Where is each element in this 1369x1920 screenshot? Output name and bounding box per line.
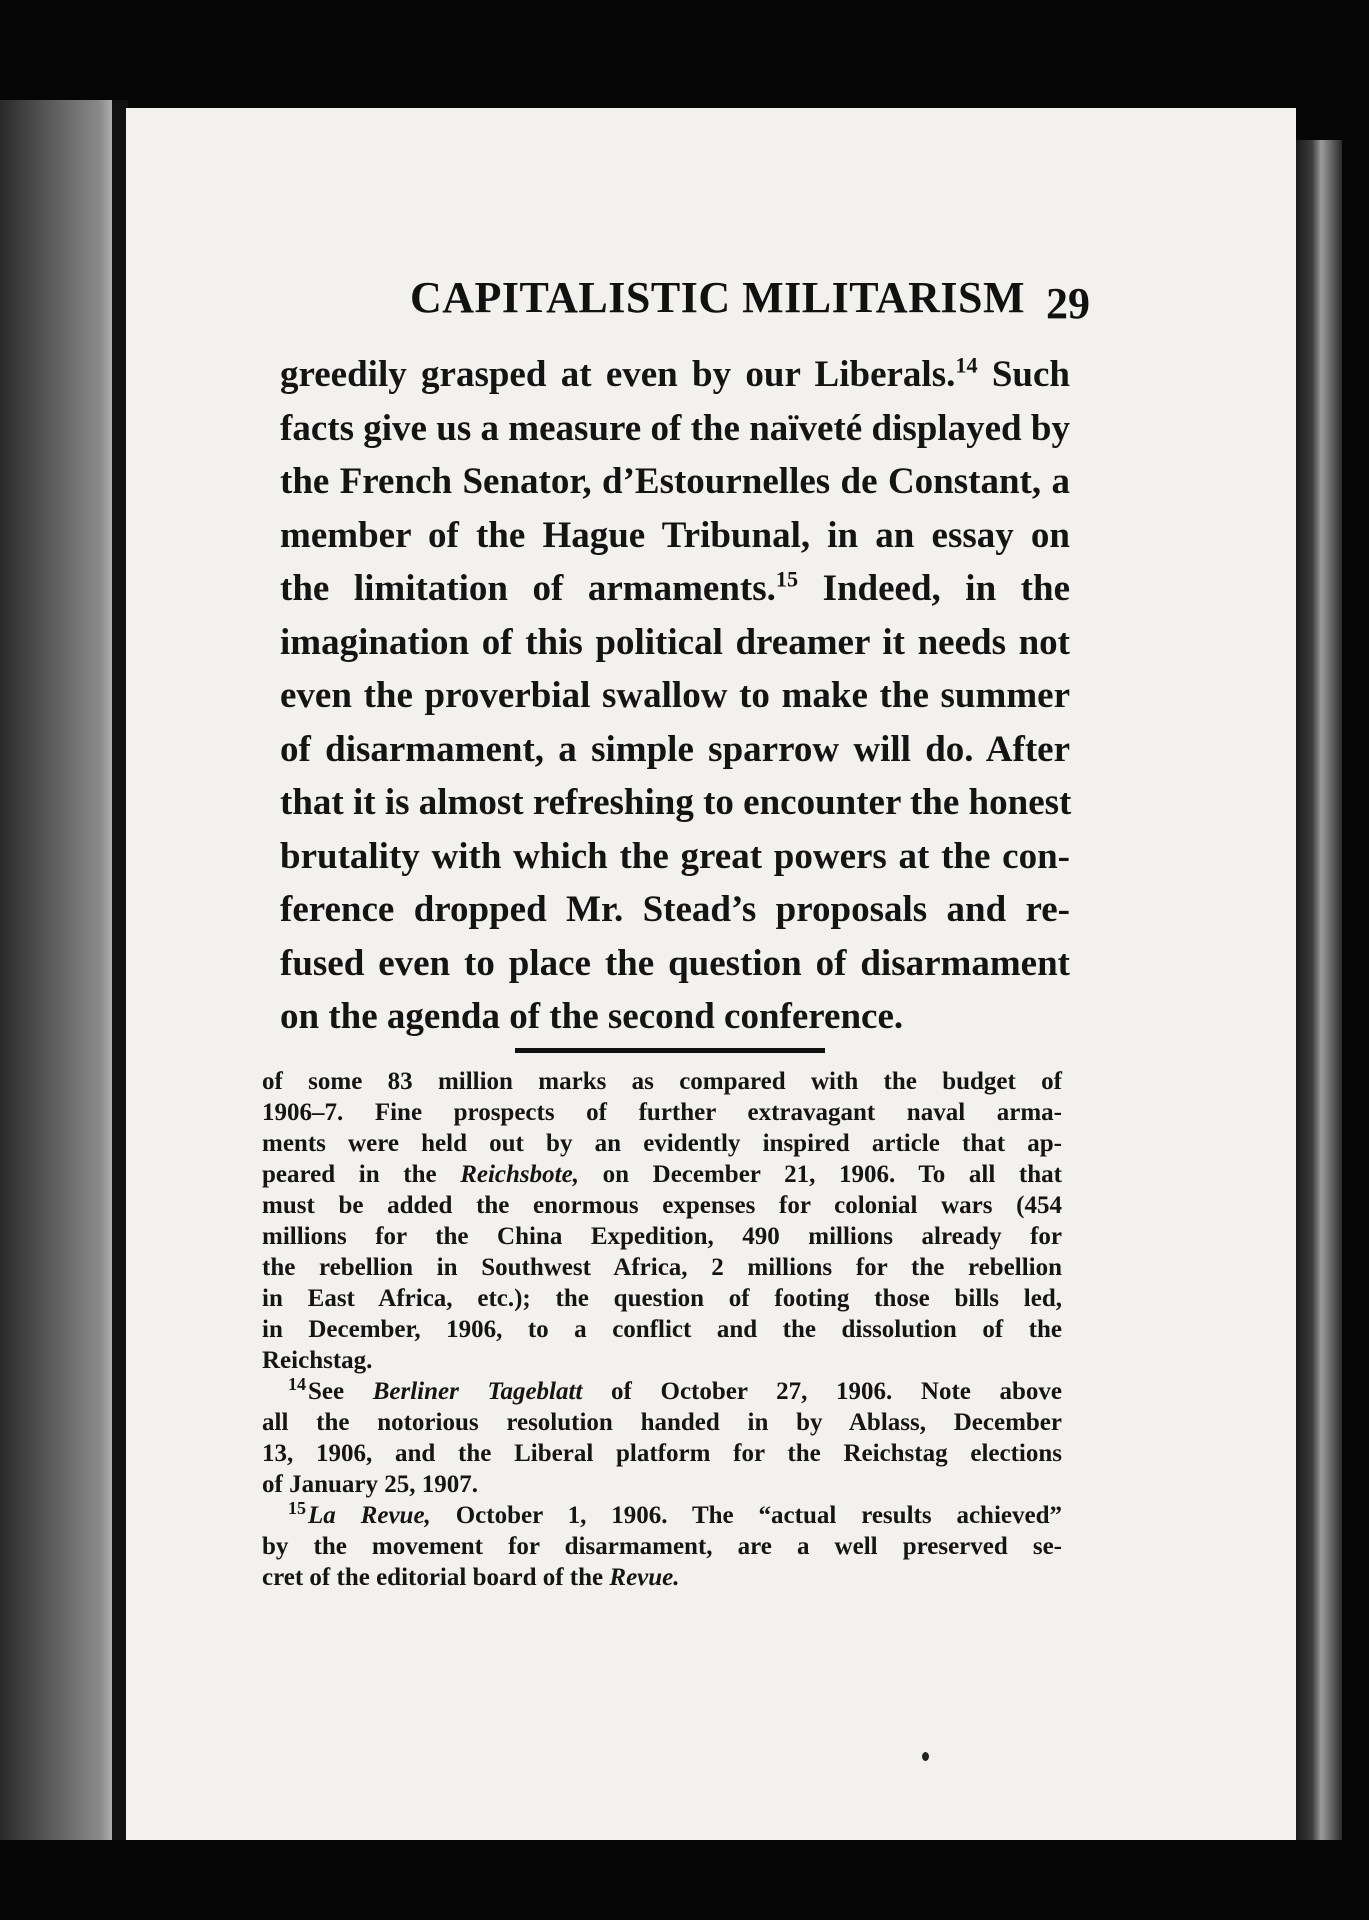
footnote-ref-14: 14 — [955, 352, 978, 378]
footnote-15 — [262, 1497, 1063, 1593]
body-line: brutality with which the great powers at the con- — [280, 835, 1070, 877]
body-line: imagination of this political dreamer it needs not — [280, 621, 1070, 663]
facing-page-edge — [0, 100, 125, 1840]
body-line: the French Senator, d’Estournelles de Constant, a — [280, 461, 1070, 502]
footnote-line: peared in the Reichsbote, on December 21, 1906. To all that — [262, 1161, 1062, 1188]
body-paragraph — [280, 348, 1070, 1044]
footnote-number: 15 — [288, 1497, 306, 1518]
body-line: member of the Hague Tribunal, in an essay on — [280, 514, 1070, 556]
page-header — [410, 272, 1090, 332]
footnote-line: in December, 1906, to a conflict and the dissolution of the — [262, 1316, 1062, 1343]
footnote-rule — [515, 1048, 825, 1053]
footnote-ref-15: 15 — [775, 566, 799, 592]
footnote-line: ments were held out by an evidently inspired article that ap- — [262, 1130, 1062, 1157]
body-line: even the proverbial swallow to make the summer — [280, 675, 1070, 716]
footnote-line: cret of the editorial board of the Revue. — [262, 1564, 680, 1591]
footnote-14 — [262, 1373, 1063, 1500]
footnote-number: 14 — [288, 1373, 306, 1394]
page-edge-strip — [1296, 140, 1342, 1840]
footnote-line: 1906–7. Fine prospects of further extravagant naval arma- — [262, 1099, 1062, 1126]
footnote-line: the rebellion in Southwest Africa, 2 millions for the rebellion — [262, 1254, 1062, 1281]
footnote-continuation — [262, 1066, 1062, 1376]
footnote-line: must be added the enormous expenses for colonial wars (454 — [262, 1192, 1062, 1219]
footnote-line: all the notorious resolution handed in by Ablass, December — [262, 1409, 1062, 1436]
footnote-line: of January 25, 1907. — [262, 1471, 478, 1498]
body-line: facts give us a measure of the naïveté displayed by — [280, 407, 1070, 449]
footnote-line: $^{14}$See Berliner Tageblatt of October 27, 1906. Note above — [288, 1373, 1063, 1405]
footnote-line: of some 83 million marks as compared with the budget of — [262, 1068, 1062, 1095]
body-line: of disarmament, a simple sparrow will do. After — [280, 728, 1070, 770]
page-number: 29 — [1046, 279, 1090, 328]
footnotes — [262, 1066, 1062, 1593]
body-line: greedily grasped at even by our Liberals.$^{14}$ Such — [280, 352, 1070, 395]
footnote-line: 13, 1906, and the Liberal platform for the Reichstag elections — [262, 1440, 1062, 1467]
body-line: that it is almost refreshing to encounter the honest — [280, 782, 1072, 823]
ink-dot — [922, 1752, 929, 1761]
footnote-line: $^{15}$La Revue, October 1, 1906. The “actual results achieved” — [288, 1497, 1063, 1529]
body-line: on the agenda of the second conference. — [280, 996, 904, 1037]
footnote-line: Reichstag. — [262, 1347, 373, 1374]
body-line: fused even to place the question of disarmament — [280, 942, 1070, 984]
running-title: CAPITALISTIC MILITARISM — [410, 273, 1025, 322]
footnote-line: in East Africa, etc.); the question of footing those bills led, — [262, 1285, 1062, 1312]
body-line: the limitation of armaments.$^{15}$ Indeed, in the — [280, 566, 1070, 609]
body-line: ference dropped Mr. Stead’s proposals and re- — [280, 889, 1070, 930]
footnote-line: millions for the China Expedition, 490 millions already for — [262, 1223, 1062, 1250]
footnote-line: by the movement for disarmament, are a well preserved se- — [262, 1533, 1062, 1560]
